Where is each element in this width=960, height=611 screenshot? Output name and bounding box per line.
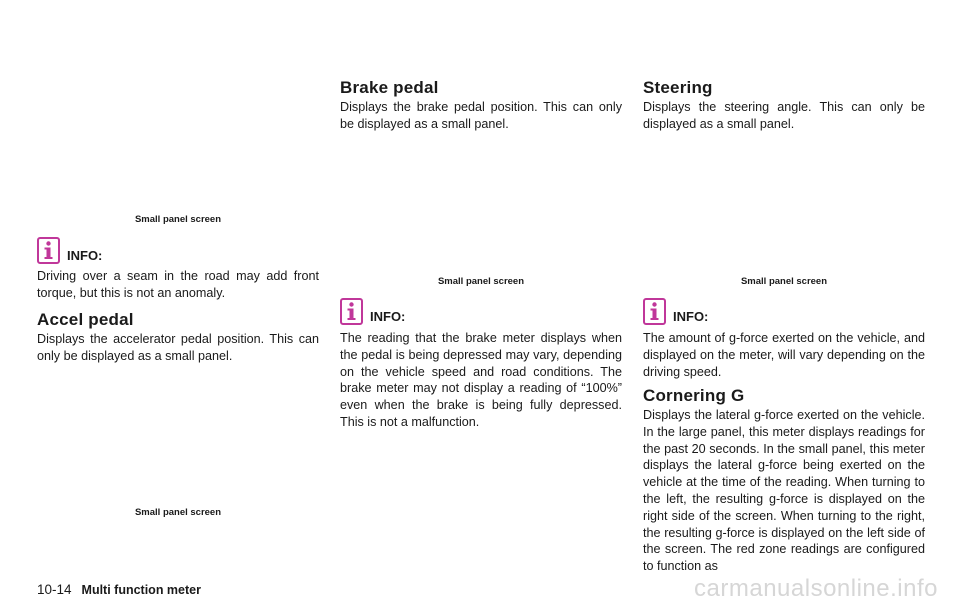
watermark: carmanualsonline.info [694, 575, 938, 602]
steering-text: Displays the steering angle. This can only be displayed as a small panel. [643, 100, 925, 131]
info-text: Driving over a seam in the road may add front torque, but this is not an anomaly. [37, 269, 319, 300]
info-text: The amount of g-force exerted on the vehicle, and displayed on the meter, will vary depending on the driving speed. [643, 331, 925, 379]
section-heading-steering: Steering [643, 78, 713, 97]
page-footer [37, 582, 201, 597]
section-heading-cornering: Cornering G [643, 386, 745, 405]
cornering-text: Displays the lateral g-force exerted on the vehicle. In the large panel, this meter displays readings for the past 20 seconds. In the small panel, this meter displays the lateral g-force being exerted on the vehicle at the time of the reading. When turning to the left, the resulting g-force is displayed on the right side of the screen. When turning to the right, the resulting g-force is displayed on the left side of the screen. The red zone readings are configured to function as [643, 408, 925, 574]
section-heading-accel: Accel pedal [37, 310, 134, 329]
column-left [37, 0, 319, 611]
brake-text: Displays the brake pedal position. This can only be displayed as a small panel. [340, 100, 622, 131]
figure-caption: Small panel screen [740, 276, 828, 287]
info-label: INFO: [673, 309, 709, 324]
info-text: The reading that the brake meter displays when the pedal is being depressed may vary, depending on the vehicle speed and road conditions. The brake meter may not display a reading of “100%” even when the brake is being fully depressed. This is not a malfunction. [340, 331, 622, 429]
info-label: INFO: [370, 309, 406, 324]
figure-caption: Small panel screen [437, 276, 525, 287]
figure-caption: Small panel screen [134, 507, 222, 518]
info-icon [340, 298, 363, 325]
info-label: INFO: [67, 248, 103, 263]
page-number: 10-14 [37, 582, 72, 597]
figure-caption: Small panel screen [134, 214, 222, 225]
section-heading-brake: Brake pedal [340, 78, 439, 97]
info-icon [37, 237, 60, 264]
info-header [340, 297, 622, 325]
info-header [37, 236, 319, 264]
column-middle [340, 0, 622, 611]
info-header [643, 297, 925, 325]
column-right [643, 0, 925, 611]
section-title: Multi function meter [81, 583, 201, 597]
info-icon [643, 298, 666, 325]
accel-text: Displays the accelerator pedal position. This can only be displayed as a small panel. [37, 332, 319, 363]
